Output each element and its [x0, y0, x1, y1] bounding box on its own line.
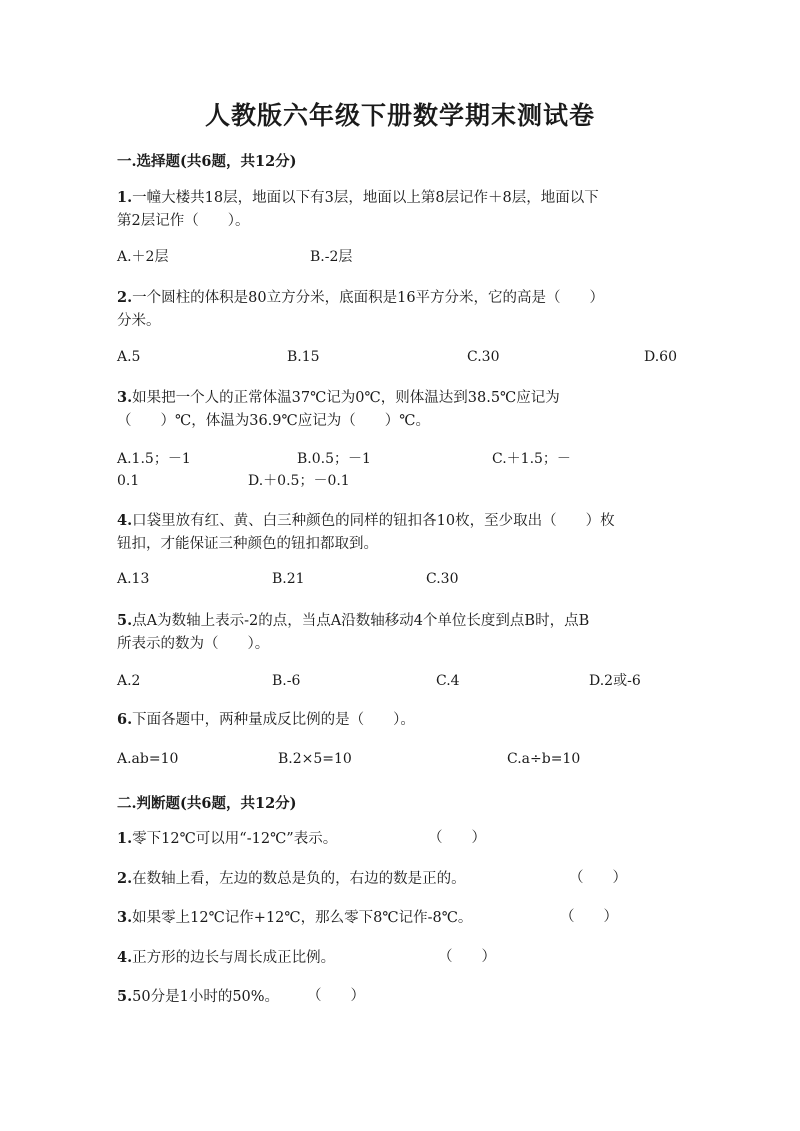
options-row	[117, 448, 687, 471]
option-b[interactable]: B.-2层	[310, 249, 353, 265]
option-a[interactable]: A.1.5；－1	[117, 451, 191, 467]
option-c[interactable]: C.a÷b=10	[507, 751, 581, 767]
question-number: 5.	[117, 612, 133, 629]
question-text-continued: （ ）℃，体温为36.9℃应记为（ ）℃。	[117, 413, 430, 429]
option-d[interactable]: D.2或-6	[589, 673, 641, 689]
answer-blank[interactable]: （ ）	[569, 870, 627, 886]
choice-question-3	[117, 386, 687, 433]
question-text-continued: 分米。	[117, 313, 161, 329]
question-text: 50分是1小时的50%。	[132, 989, 280, 1005]
option-d[interactable]: D.60	[644, 349, 677, 365]
judgement-question-5	[117, 985, 687, 1009]
question-text: 在数轴上看，左边的数总是负的，右边的数是正的。	[132, 871, 466, 887]
option-c[interactable]: C.30	[467, 349, 500, 365]
judgement-question-1	[117, 827, 687, 851]
question-text-continued: 钮扣，才能保证三种颜色的钮扣都取到。	[117, 536, 378, 552]
question-text: 口袋里放有红、黄、白三种颜色的同样的钮扣各10枚，至少取出（ ）枚	[132, 513, 615, 529]
question-number: 2.	[117, 870, 133, 887]
option-c-continued: 0.1	[117, 473, 140, 489]
question-number: 5.	[117, 988, 133, 1005]
question-number: 6.	[117, 711, 133, 728]
option-a[interactable]: A.＋2层	[117, 249, 169, 265]
option-a[interactable]: A.13	[117, 571, 150, 587]
option-a[interactable]: A.5	[117, 349, 141, 365]
question-text: 一个圆柱的体积是80立方分米，底面积是16平方分米，它的高是（ ）	[132, 290, 605, 306]
option-a[interactable]: A.2	[117, 673, 141, 689]
option-b[interactable]: B.0.5；－1	[297, 451, 371, 467]
page-title: 人教版六年级下册数学期末测试卷	[204, 101, 595, 130]
question-text-continued: 所表示的数为（ ）。	[117, 636, 270, 652]
question-number: 1.	[117, 830, 133, 847]
answer-blank[interactable]: （ ）	[307, 988, 365, 1004]
question-text: 一幢大楼共18层，地面以下有3层，地面以上第8层记作＋8层，地面以下	[132, 190, 599, 206]
section-heading-choice: 一.选择题(共6题，共12分)	[117, 153, 297, 170]
option-c[interactable]: C.30	[426, 571, 459, 587]
option-a[interactable]: A.ab=10	[117, 751, 179, 767]
choice-question-2	[117, 286, 687, 333]
option-c[interactable]: C.＋1.5；－	[492, 451, 571, 467]
options-row-continued	[117, 470, 687, 493]
options-row	[117, 346, 687, 369]
question-text: 如果零上12℃记作+12℃，那么零下8℃记作-8℃。	[132, 910, 473, 926]
answer-blank[interactable]: （ ）	[428, 830, 486, 846]
question-number: 2.	[117, 289, 133, 306]
question-number: 1.	[117, 189, 133, 206]
choice-question-5	[117, 609, 687, 656]
answer-blank[interactable]: （ ）	[438, 949, 496, 965]
choice-question-6	[117, 708, 687, 732]
question-number: 4.	[117, 949, 133, 966]
option-c[interactable]: C.4	[436, 673, 460, 689]
option-b[interactable]: B.2×5=10	[278, 751, 352, 767]
question-number: 3.	[117, 389, 133, 406]
options-row	[117, 748, 687, 771]
option-d[interactable]: D.＋0.5；－0.1	[248, 473, 350, 489]
question-text: 零下12℃可以用“-12℃”表示。	[132, 831, 338, 847]
answer-blank[interactable]: （ ）	[560, 909, 618, 925]
question-text: 点A为数轴上表示-2的点，当点A沿数轴移动4个单位长度到点B时，点B	[132, 613, 590, 629]
section-heading-judgement: 二.判断题(共6题，共12分)	[117, 795, 297, 812]
question-text-continued: 第2层记作（ ）。	[117, 213, 250, 229]
options-row	[117, 246, 687, 269]
options-row	[117, 670, 687, 693]
question-text: 正方形的边长与周长成正比例。	[132, 950, 336, 966]
option-b[interactable]: B.21	[272, 571, 305, 587]
question-text: 如果把一个人的正常体温37℃记为0℃，则体温达到38.5℃应记为	[132, 390, 560, 406]
choice-question-1	[117, 186, 687, 233]
question-number: 4.	[117, 512, 133, 529]
options-row	[117, 568, 687, 591]
question-text: 下面各题中，两种量成反比例的是（ ）。	[132, 712, 415, 728]
judgement-question-4	[117, 946, 687, 970]
option-b[interactable]: B.15	[287, 349, 320, 365]
option-b[interactable]: B.-6	[272, 673, 301, 689]
choice-question-4	[117, 509, 687, 556]
question-number: 3.	[117, 909, 133, 926]
